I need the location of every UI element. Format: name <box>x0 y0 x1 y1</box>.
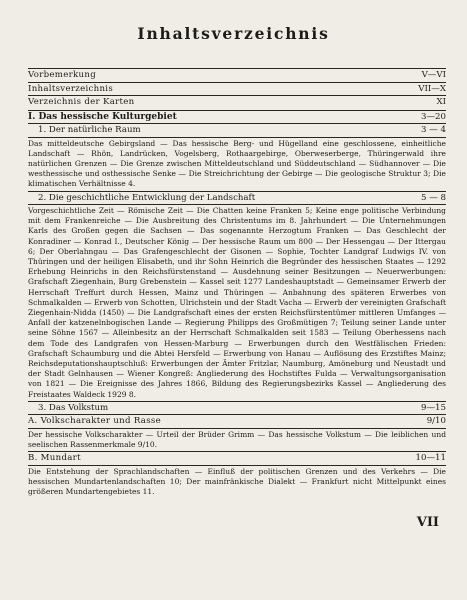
toc-subsection-b <box>28 453 446 464</box>
toc-label: 1. Der natürliche Raum <box>38 125 141 135</box>
section-summary: Die Entstehung der Sprachlandschaften — Einfluß der politischen Grenzen und des Verkehrs — Die hessischen Mundartenlandschaften 10; Der mainfränkische Dialekt — Frankfurt nicht Mittelpunkt eines größeren Mundartengebietes 11. <box>28 466 446 497</box>
toc-content <box>28 66 446 498</box>
page-title: Inhaltsverzeichnis <box>137 24 330 43</box>
divider <box>28 68 446 69</box>
divider <box>28 401 446 402</box>
toc-pages: 3—20 <box>421 111 446 122</box>
toc-label: B. Mundart <box>28 453 81 464</box>
toc-label: 3. Das Volkstum <box>38 402 109 413</box>
divider <box>28 191 446 192</box>
divider <box>28 137 446 138</box>
divider <box>28 204 446 205</box>
toc-section-2 <box>28 193 446 204</box>
toc-subsection-a <box>28 416 446 427</box>
toc-pages: 3 — 4 <box>421 125 446 135</box>
divider <box>28 95 446 96</box>
page-number: VII <box>416 515 439 530</box>
toc-pages: 10—11 <box>415 453 446 464</box>
toc-label: Vorbemerkung <box>28 70 97 80</box>
toc-label: Verzeichnis der Karten <box>28 97 135 107</box>
toc-entry-karten <box>28 97 446 108</box>
section-summary: Der hessische Volkscharakter — Urteil der Brüder Grimm — Das hessische Volkstum — Die leiblichen und seelischen Rassenmerkmale 9/10. <box>28 429 446 450</box>
section-summary: Vorgeschichtliche Zeit — Römische Zeit — Die Chatten keine Franken 5; Keine enge politische Verbindung mit dem Frankenreiche — Die Ausbreitung des Christentums im 8. Jahrhundert — Die Unternehmungen Karls des Großen gegen die Sachsen — Das sogenannte Herzogtum Franken — Das Geschlecht der Konradiner — Konrad I., Deutscher König — Der hessische Raum um 800 — Der Hessengau — Der Ittergau 6; Der Oberlahngau — Das Grafengeschlecht der Gisonen — Sophie, Tochter Landgraf Ludwigs IV. von Thüringen und der heiligen Elisabeth, und ihr Sohn Heinrich die Begründer des hessischen Staates — 1292 Erhebung Heinrichs in den Reichsfürstenstand — Ausdehnung seiner Besitzungen — Neuerwerbungen: Grafschaft Ziegenhain, Burg Grebenstein — Kassel seit 1277 Landeshauptstadt — Gemeinsamer Erwerb der Herrschaft Treffurt durch Hessen, Mainz und Thüringen — Anbahnung des späteren Erwerbes von Schmalkalden — Erwerb von Schotten, Ulrichstein und der Stadt Vacha — Erwerb der vereinigten Grafschaft Ziegenhain-Nidda (1450) — Die Landgrafschaft eines der ersten Reichsfürstentümer mittleren Umfanges — Anfall der katzenelnbogischen Lande — Regierung Philipps des Großmütigen 7; Teilung seiner Lande unter seine Söhne 1567 — Alleinbesitz an der Herrschaft Schmalkalden seit 1583 — Teilung Oberhessens nach dem Tode des Landgrafen von Hessen-Marburg — Erwerbungen durch den Westfälischen Frieden: Grafschaft Schaumburg und die Abtei Hersfeld — Erwerbung von Hanau — Auflösung des Erzstiftes Mainz; Reichsdeputationshauptschluß: Erwerbungen der Ämter Fritzlar, Naumburg, Amöneburg und Neustadt und der Stadt Gelnhausen — Wiener Kongreß: Angliederung des Hochstiftes Fulda — Verwaltungsorganisation von 1821 — Die Ereignisse des Jahres 1866, Bildung des Regierungsbezirks Kassel — Angliederung des Freistaates Waldeck 1929 8. <box>28 206 446 399</box>
toc-pages: VII—X <box>418 83 446 94</box>
divider <box>28 451 446 452</box>
toc-label: Inhaltsverzeichnis <box>28 83 114 94</box>
divider <box>28 110 446 111</box>
toc-pages: 9—15 <box>421 402 446 413</box>
divider <box>28 414 446 415</box>
divider <box>28 465 446 466</box>
toc-entry-vorbemerkung <box>28 70 446 81</box>
toc-pages: 9/10 <box>426 416 446 427</box>
toc-section-3 <box>28 403 446 414</box>
toc-pages: V—VI <box>421 70 446 80</box>
divider <box>28 428 446 429</box>
toc-pages: XI <box>436 97 446 107</box>
divider <box>28 82 446 83</box>
toc-label: I. Das hessische Kulturgebiet <box>28 111 177 122</box>
toc-label: A. Volkscharakter und Rasse <box>28 416 162 427</box>
toc-section-1 <box>28 125 446 136</box>
toc-label: 2. Die geschichtliche Entwicklung der Landschaft <box>38 192 256 203</box>
toc-entry-inhaltsverzeichnis <box>28 84 446 95</box>
toc-pages: 5 — 8 <box>421 192 446 203</box>
divider <box>28 123 446 124</box>
toc-part-1 <box>28 112 446 123</box>
section-summary: Das mitteldeutsche Gebirgsland — Das hessische Berg- und Hügelland eine geschlossene, einheitliche Landschaft — Rhön, Landrücken, Vogelsberg, Rothaargebirge, Oberweserberge, Thüringerwald ihre natürlichen Grenzen — Die Grenze zwischen Mitteldeutschland und Süddeutschland — Südhannover — Die westhessische und osthessische Senke — Die Streichrichtung der Gebirge — Die geologische Struktur 3; Die klimatischen Verhältnisse 4. <box>28 138 446 189</box>
